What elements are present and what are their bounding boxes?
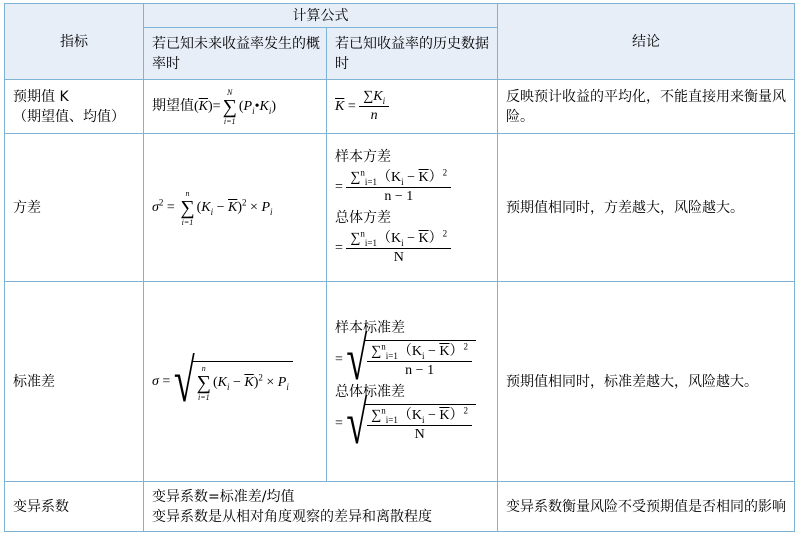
header-formula-group: 计算公式 [144,4,498,28]
expected-conclusion: 反映预计收益的平均化，不能直接用来衡量风险。 [498,80,795,134]
variance-conclusion: 预期值相同时，方差越大，风险越大。 [498,134,795,282]
expected-hist-formula: $\overline{K}$ = $\frac{\sum K_i}{n}$ [327,80,498,134]
expected-prob-formula: 期望值$(\overline{K})=$ N ∑ i=1 $(P_i•K_i)$ [144,80,327,134]
expected-prob-label: 期望值 [152,97,194,114]
header-indicator: 指标 [5,4,144,80]
variance-population-label: 总体方差 [335,209,391,226]
formula-table [4,3,795,532]
expected-name-line2: （期望值、均值） [13,108,125,125]
header-known-probability: 若已知未来收益率发生的概率时 [144,28,327,80]
row-variance-name: 方差 [5,134,144,282]
expected-name-line1: 预期值 K [13,88,69,105]
row-cv-name: 变异系数 [5,482,144,532]
row-stddev-name: 标准差 [5,282,144,482]
stddev-sample-label: 样本标准差 [335,319,405,336]
stddev-hist-formula: 样本标准差 = √ $\frac{\sum^n_{i=1}(K_i - \overline{K})^2}{n - 1}$ 总体标准差 = √ $\frac{\sum^n_{i=1}(K_i - \overline{K})^2}{N}$ [327,282,498,482]
variance-sample-label: 样本方差 [335,148,391,165]
cv-formula-line1: 变异系数=标准差/均值 [152,488,295,505]
header-known-history: 若已知收益率的历史数据时 [327,28,498,80]
variance-hist-formula: 样本方差 = $\frac{\sum^n_{i=1}(K_i - \overline{K})^2}{n - 1}$ 总体方差 = $\frac{\sum^n_{i=1}(K_i - \overline{K})^2}{N}$ [327,134,498,282]
stddev-population-label: 总体标准差 [335,383,405,400]
stddev-conclusion: 预期值相同时，标准差越大，风险越大。 [498,282,795,482]
cv-conclusion: 变异系数衡量风险不受预期值是否相同的影响 [498,482,795,532]
row-expected-name [5,80,144,134]
header-conclusion: 结论 [498,4,795,80]
variance-prob-formula: $\sigma^2$ = n ∑ i=1 $(K_i - \overline{K})^2 \times P_i$ [144,134,327,282]
cv-formula-line2: 变异系数是从相对角度观察的差异和离散程度 [152,508,432,525]
stddev-prob-formula: σ = √ n ∑ i=1 $(K_i - \overline{K})^2 \times P_i$ [144,282,327,482]
cv-formula [144,482,498,532]
